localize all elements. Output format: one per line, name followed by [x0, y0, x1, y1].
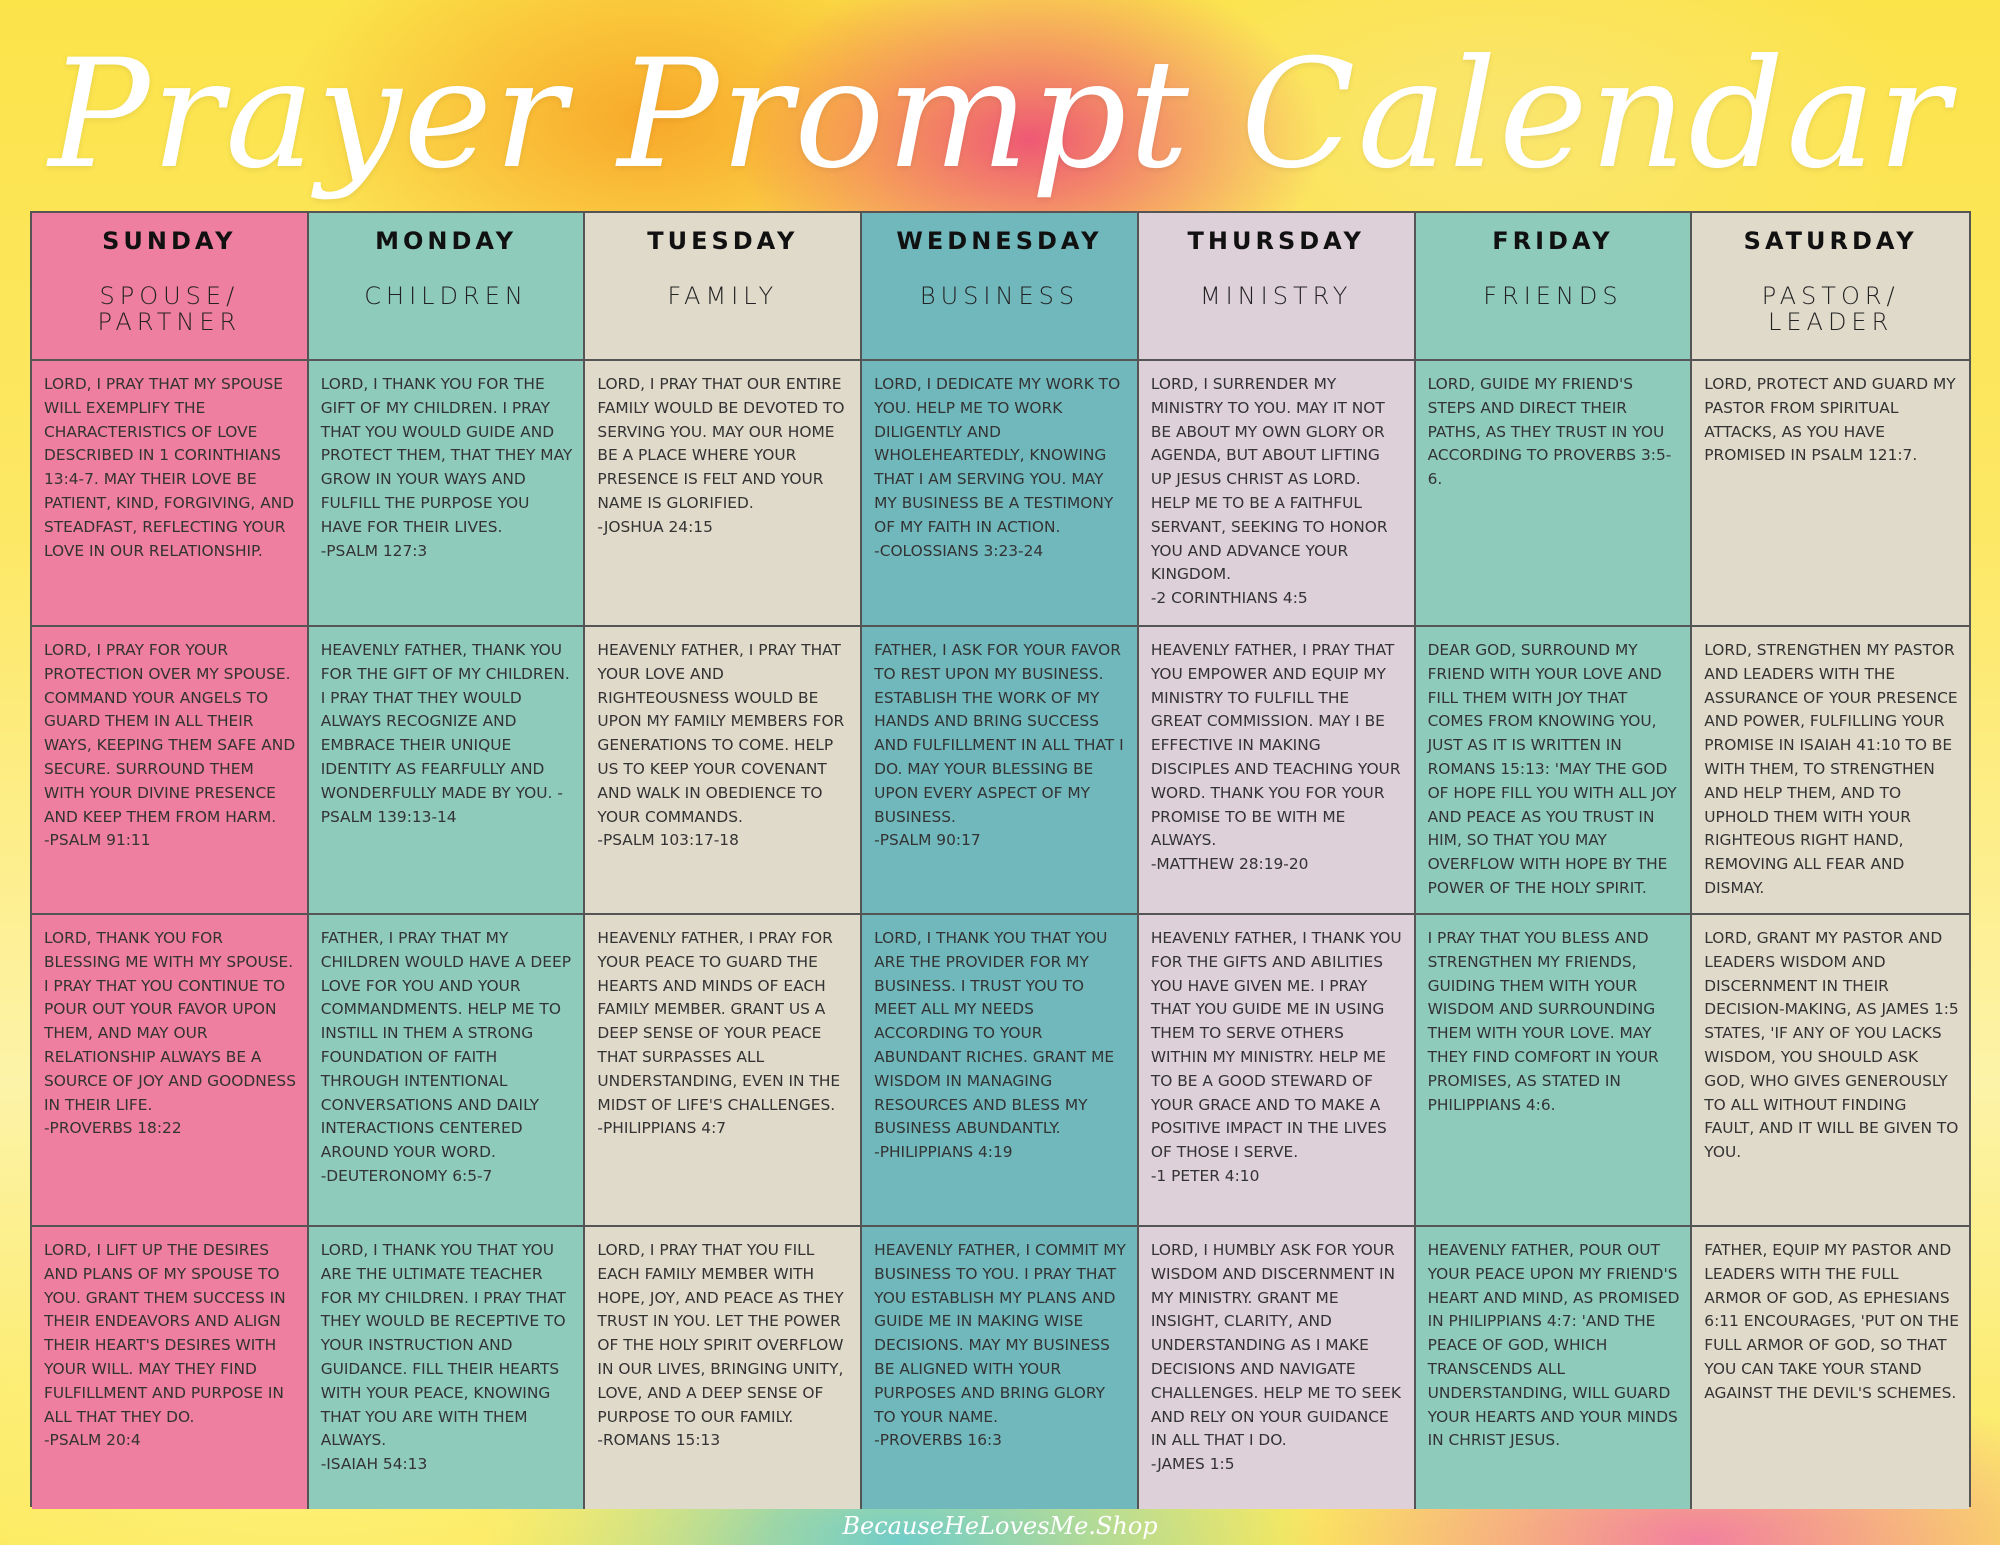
prayer-saturday-1: LORD, PROTECT AND GUARD MY PASTOR FROM SPIRITUAL ATTACKS, AS YOU HAVE PROMISED IN PSALM 121:7. [1692, 361, 1969, 627]
prayer-saturday-4: FATHER, EQUIP MY PASTOR AND LEADERS WITH THE FULL ARMOR OF GOD, AS EPHESIANS 6:11 ENCOURAGES, 'PUT ON THE FULL ARMOR OF GOD, SO THAT YOU CAN TAKE YOUR STAND AGAINST THE DEVIL'S SCHEMES. [1692, 1227, 1969, 1509]
day-name: SATURDAY [1743, 227, 1918, 255]
day-name: THURSDAY [1187, 227, 1365, 255]
day-header-tuesday [585, 213, 862, 361]
prayer-friday-2: DEAR GOD, SURROUND MY FRIEND WITH YOUR LOVE AND FILL THEM WITH JOY THAT COMES FROM KNOWING YOU, JUST AS IT IS WRITTEN IN ROMANS 15:13: 'MAY THE GOD OF HOPE FILL YOU WITH ALL JOY AND PEACE AS YOU TRUST IN HIM, SO THAT YOU MAY OVERFLOW WITH HOPE BY THE POWER OF THE HOLY SPIRIT. [1416, 627, 1693, 915]
day-name: MONDAY [375, 227, 518, 255]
day-name: TUESDAY [647, 227, 799, 255]
prayer-thursday-4: LORD, I HUMBLY ASK FOR YOUR WISDOM AND DISCERNMENT IN MY MINISTRY. GRANT ME INSIGHT, CLARITY, AND UNDERSTANDING AS I MAKE DECISIONS AND NAVIGATE CHALLENGES. HELP ME TO SEEK AND RELY ON YOUR GUIDANCE IN ALL THAT I DO. -JAMES 1:5 [1139, 1227, 1416, 1509]
day-theme: SPOUSE/ PARTNER [97, 282, 242, 336]
prayer-wednesday-4: HEAVENLY FATHER, I COMMIT MY BUSINESS TO YOU. I PRAY THAT YOU ESTABLISH MY PLANS AND GUIDE ME IN MAKING WISE DECISIONS. MAY MY BUSINESS BE ALIGNED WITH YOUR PURPOSES AND BRING GLORY TO YOUR NAME. -PROVERBS 16:3 [862, 1227, 1139, 1509]
prayer-saturday-3: LORD, GRANT MY PASTOR AND LEADERS WISDOM AND DISCERNMENT IN THEIR DECISION-MAKING, AS JAMES 1:5 STATES, 'IF ANY OF YOU LACKS WISDOM, YOU SHOULD ASK GOD, WHO GIVES GENEROUSLY TO ALL WITHOUT FINDING FAULT, AND IT WILL BE GIVEN TO YOU. [1692, 915, 1969, 1227]
prayer-tuesday-4: LORD, I PRAY THAT YOU FILL EACH FAMILY MEMBER WITH HOPE, JOY, AND PEACE AS THEY TRUST IN YOU. LET THE POWER OF THE HOLY SPIRIT OVERFLOW IN OUR LIVES, BRINGING UNITY, LOVE, AND A DEEP SENSE OF PURPOSE TO OUR FAMILY. -ROMANS 15:13 [585, 1227, 862, 1509]
footer-shop-url: BecauseHeLovesMe.Shop [842, 1512, 1158, 1540]
day-theme: FRIENDS [1483, 282, 1623, 310]
prayer-thursday-2: HEAVENLY FATHER, I PRAY THAT YOU EMPOWER AND EQUIP MY MINISTRY TO FULFILL THE GREAT COMMISSION. MAY I BE EFFECTIVE IN MAKING DISCIPLES AND TEACHING YOUR WORD. THANK YOU FOR YOUR PROMISE TO BE WITH ME ALWAYS. -MATTHEW 28:19-20 [1139, 627, 1416, 915]
prayer-monday-1: LORD, I THANK YOU FOR THE GIFT OF MY CHILDREN. I PRAY THAT YOU WOULD GUIDE AND PROTECT THEM, THAT THEY MAY GROW IN YOUR WAYS AND FULFILL THE PURPOSE YOU HAVE FOR THEIR LIVES. -PSALM 127:3 [309, 361, 586, 627]
day-header-sunday [32, 213, 309, 361]
day-header-wednesday [862, 213, 1139, 361]
day-header-monday [309, 213, 586, 361]
prayer-sunday-3: LORD, THANK YOU FOR BLESSING ME WITH MY SPOUSE. I PRAY THAT YOU CONTINUE TO POUR OUT YOUR FAVOR UPON THEM, AND MAY OUR RELATIONSHIP ALWAYS BE A SOURCE OF JOY AND GOODNESS IN THEIR LIFE. -PROVERBS 18:22 [32, 915, 309, 1227]
prayer-wednesday-3: LORD, I THANK YOU THAT YOU ARE THE PROVIDER FOR MY BUSINESS. I TRUST YOU TO MEET ALL MY NEEDS ACCORDING TO YOUR ABUNDANT RICHES. GRANT ME WISDOM IN MANAGING RESOURCES AND BLESS MY BUSINESS ABUNDANTLY. -PHILIPPIANS 4:19 [862, 915, 1139, 1227]
day-name: FRIDAY [1492, 227, 1614, 255]
prayer-thursday-3: HEAVENLY FATHER, I THANK YOU FOR THE GIFTS AND ABILITIES YOU HAVE GIVEN ME. I PRAY THAT YOU GUIDE ME IN USING THEM TO SERVE OTHERS WITHIN MY MINISTRY. HELP ME TO BE A GOOD STEWARD OF YOUR GRACE AND TO MAKE A POSITIVE IMPACT IN THE LIVES OF THOSE I SERVE. -1 PETER 4:10 [1139, 915, 1416, 1227]
prayer-thursday-1: LORD, I SURRENDER MY MINISTRY TO YOU. MAY IT NOT BE ABOUT MY OWN GLORY OR AGENDA, BUT ABOUT LIFTING UP JESUS CHRIST AS LORD. HELP ME TO BE A FAITHFUL SERVANT, SEEKING TO HONOR YOU AND ADVANCE YOUR KINGDOM. -2 CORINTHIANS 4:5 [1139, 361, 1416, 627]
day-header-thursday [1139, 213, 1416, 361]
prayer-tuesday-1: LORD, I PRAY THAT OUR ENTIRE FAMILY WOULD BE DEVOTED TO SERVING YOU. MAY OUR HOME BE A PLACE WHERE YOUR PRESENCE IS FELT AND YOUR NAME IS GLORIFIED. -JOSHUA 24:15 [585, 361, 862, 627]
day-name: WEDNESDAY [896, 227, 1103, 255]
prayer-monday-2: HEAVENLY FATHER, THANK YOU FOR THE GIFT OF MY CHILDREN. I PRAY THAT THEY WOULD ALWAYS RECOGNIZE AND EMBRACE THEIR UNIQUE IDENTITY AS FEARFULLY AND WONDERFULLY MADE BY YOU. -PSALM 139:13-14 [309, 627, 586, 915]
prayer-sunday-1: LORD, I PRAY THAT MY SPOUSE WILL EXEMPLIFY THE CHARACTERISTICS OF LOVE DESCRIBED IN 1 CORINTHIANS 13:4-7. MAY THEIR LOVE BE PATIENT, KIND, FORGIVING, AND STEADFAST, REFLECTING YOUR LOVE IN OUR RELATIONSHIP. [32, 361, 309, 627]
day-theme: BUSINESS [919, 282, 1080, 310]
prayer-tuesday-3: HEAVENLY FATHER, I PRAY FOR YOUR PEACE TO GUARD THE HEARTS AND MINDS OF EACH FAMILY MEMBER. GRANT US A DEEP SENSE OF YOUR PEACE THAT SURPASSES ALL UNDERSTANDING, EVEN IN THE MIDST OF LIFE'S CHALLENGES. -PHILIPPIANS 4:7 [585, 915, 862, 1227]
prayer-wednesday-2: FATHER, I ASK FOR YOUR FAVOR TO REST UPON MY BUSINESS. ESTABLISH THE WORK OF MY HANDS AND BRING SUCCESS AND FULFILLMENT IN ALL THAT I DO. MAY YOUR BLESSING BE UPON EVERY ASPECT OF MY BUSINESS. -PSALM 90:17 [862, 627, 1139, 915]
prayer-wednesday-1: LORD, I DEDICATE MY WORK TO YOU. HELP ME TO WORK DILIGENTLY AND WHOLEHEARTEDLY, KNOWING THAT I AM SERVING YOU. MAY MY BUSINESS BE A TESTIMONY OF MY FAITH IN ACTION. -COLOSSIANS 3:23-24 [862, 361, 1139, 627]
prayer-sunday-4: LORD, I LIFT UP THE DESIRES AND PLANS OF MY SPOUSE TO YOU. GRANT THEM SUCCESS IN THEIR ENDEAVORS AND ALIGN THEIR HEART'S DESIRES WITH YOUR WILL. MAY THEY FIND FULFILLMENT AND PURPOSE IN ALL THAT THEY DO. -PSALM 20:4 [32, 1227, 309, 1509]
prayer-saturday-2: LORD, STRENGTHEN MY PASTOR AND LEADERS WITH THE ASSURANCE OF YOUR PRESENCE AND POWER, FULFILLING YOUR PROMISE IN ISAIAH 41:10 TO BE WITH THEM, TO STRENGTHEN AND HELP THEM, AND TO UPHOLD THEM WITH YOUR RIGHTEOUS RIGHT HAND, REMOVING ALL FEAR AND DISMAY. [1692, 627, 1969, 915]
day-header-saturday [1692, 213, 1969, 361]
calendar-grid [30, 211, 1971, 1507]
day-header-friday [1416, 213, 1693, 361]
day-theme: MINISTRY [1199, 282, 1353, 310]
prayer-friday-3: I PRAY THAT YOU BLESS AND STRENGTHEN MY FRIENDS, GUIDING THEM WITH YOUR WISDOM AND SURROUNDING THEM WITH YOUR LOVE. MAY THEY FIND COMFORT IN YOUR PROMISES, AS STATED IN PHILIPPIANS 4:6. [1416, 915, 1693, 1227]
day-theme: CHILDREN [364, 282, 528, 310]
prayer-monday-3: FATHER, I PRAY THAT MY CHILDREN WOULD HAVE A DEEP LOVE FOR YOU AND YOUR COMMANDMENTS. HELP ME TO INSTILL IN THEM A STRONG FOUNDATION OF FAITH THROUGH INTENTIONAL CONVERSATIONS AND DAILY INTERACTIONS CENTERED AROUND YOUR WORD. -DEUTERONOMY 6:5-7 [309, 915, 586, 1227]
prayer-monday-4: LORD, I THANK YOU THAT YOU ARE THE ULTIMATE TEACHER FOR MY CHILDREN. I PRAY THAT THEY WOULD BE RECEPTIVE TO YOUR INSTRUCTION AND GUIDANCE. FILL THEIR HEARTS WITH YOUR PEACE, KNOWING THAT YOU ARE WITH THEM ALWAYS. -ISAIAH 54:13 [309, 1227, 586, 1509]
prayer-friday-1: LORD, GUIDE MY FRIEND'S STEPS AND DIRECT THEIR PATHS, AS THEY TRUST IN YOU ACCORDING TO PROVERBS 3:5-6. [1416, 361, 1693, 627]
page-title: Prayer Prompt Calendar [48, 28, 1952, 202]
prayer-friday-4: HEAVENLY FATHER, POUR OUT YOUR PEACE UPON MY FRIEND'S HEART AND MIND, AS PROMISED IN PHILIPPIANS 4:7: 'AND THE PEACE OF GOD, WHICH TRANSCENDS ALL UNDERSTANDING, WILL GUARD YOUR HEARTS AND YOUR MINDS IN CHRIST JESUS. [1416, 1227, 1693, 1509]
day-name: SUNDAY [102, 227, 237, 255]
prayer-tuesday-2: HEAVENLY FATHER, I PRAY THAT YOUR LOVE AND RIGHTEOUSNESS WOULD BE UPON MY FAMILY MEMBERS FOR GENERATIONS TO COME. HELP US TO KEEP YOUR COVENANT AND WALK IN OBEDIENCE TO YOUR COMMANDS. -PSALM 103:17-18 [585, 627, 862, 915]
day-theme: FAMILY [667, 282, 779, 310]
prayer-sunday-2: LORD, I PRAY FOR YOUR PROTECTION OVER MY SPOUSE. COMMAND YOUR ANGELS TO GUARD THEM IN ALL THEIR WAYS, KEEPING THEM SAFE AND SECURE. SURROUND THEM WITH YOUR DIVINE PRESENCE AND KEEP THEM FROM HARM. -PSALM 91:11 [32, 627, 309, 915]
day-theme: PASTOR/ LEADER [1761, 282, 1900, 336]
